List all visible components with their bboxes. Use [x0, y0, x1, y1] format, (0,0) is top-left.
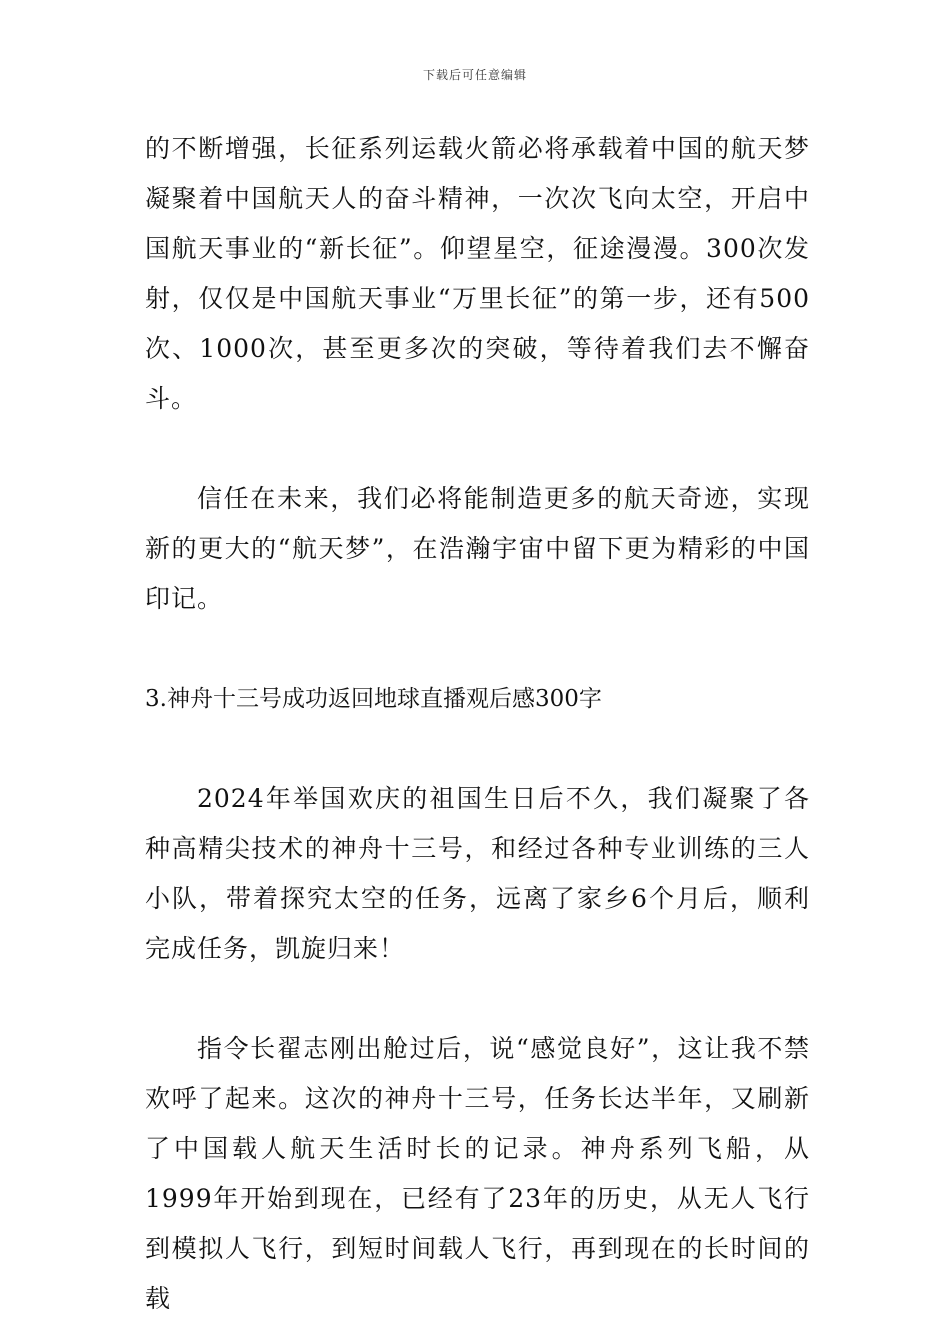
paragraph-future: 信任在未来，我们必将能制造更多的航天奇迹，实现新的更大的“航天梦”，在浩瀚宇宙中留下更为精彩的中国印记。 [145, 484, 810, 613]
paragraph-gap [145, 424, 810, 474]
paragraph-long-march: 的不断增强，长征系列运载火箭必将承载着中国的航天梦凝聚着中国航天人的奋斗精神，一次次飞向太空，开启中国航天事业的“新长征”。仰望星空，征途漫漫。300次发射，仅仅是中国航天事业“万里长征”的第一步，还有500次、1000次，甚至更多次的突破，等待着我们去不懈奋斗。 [145, 134, 810, 413]
document-body [145, 124, 810, 1324]
page-header: 下载后可任意编辑 [422, 68, 527, 82]
paragraph-gap [145, 974, 810, 1024]
paragraph-gap [145, 724, 810, 774]
section-heading: 3.神舟十三号成功返回地球直播观后感300字 [145, 686, 602, 712]
paragraph-commander: 指令长翟志刚出舱过后，说“感觉良好”，这让我不禁欢呼了起来。这次的神舟十三号，任务长达半年，又刷新了中国载人航天生活时长的记录。神舟系列飞船，从1999年开始到现在，已经有了23年的历史，从无人飞行到模拟人飞行，到短时间载人飞行，再到现在的长时间的载 [145, 1034, 810, 1313]
paragraph-gap [145, 624, 810, 674]
paragraph-shenzhou-return: 2024年举国欢庆的祖国生日后不久，我们凝聚了各种高精尖技术的神舟十三号，和经过各种专业训练的三人小队，带着探究太空的任务，远离了家乡6个月后，顺利完成任务，凯旋归来！ [145, 784, 810, 963]
